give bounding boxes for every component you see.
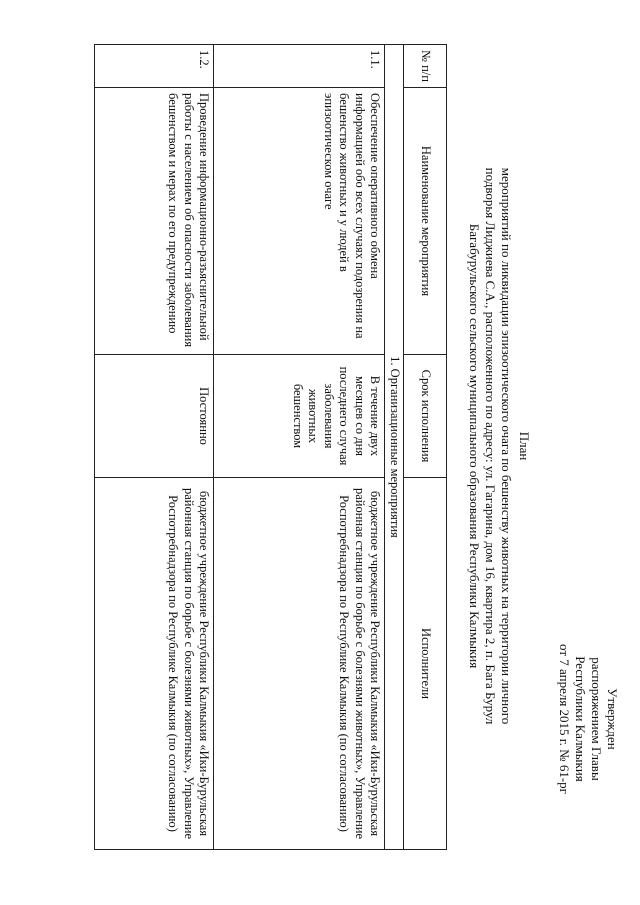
approval-line-1: Утвержден: [605, 688, 620, 750]
row-exec: бюджетное учреждение Республики Калмыкия «Ики-Бурульская районная станция по борьбе с болезнями животных», Управление Роспотребнадзора по Республике Калмыкия (по согласованию): [214, 478, 385, 850]
approval-line-2: распоряжением Главы: [589, 657, 604, 781]
document-title: [466, 44, 532, 848]
row-name: Проведение информационно-разъяснительной работы с населением об опасности заболевания бешенством и мерах по его предупреждению: [95, 88, 214, 355]
row-term: Постоянно: [95, 355, 214, 478]
title-line-2: подворья Лиджиева С.А., расположенного по адресу: ул. Гагарина, дом 16, квартира 2, п. Бага Бурул: [483, 167, 498, 725]
row-term: В течение двух месяцев со дня последнего случая заболевания животных бешенством: [214, 355, 385, 478]
header-term: Срок исполнения: [404, 355, 447, 478]
table-row: [214, 45, 385, 850]
row-num: 1.2.: [95, 45, 214, 88]
plan-table: [95, 44, 448, 850]
row-num: 1.1.: [214, 45, 385, 88]
row-name: Обеспечение оперативного обмена информацией обо всех случаях подозрения на бешенство животных и у людей в эпизоотическом очаге: [214, 88, 385, 355]
table-row: [95, 45, 214, 850]
header-exec: Исполнители: [404, 478, 447, 850]
section-row: [385, 45, 404, 850]
header-name: Наименование мероприятия: [404, 88, 447, 355]
row-exec: бюджетное учреждение Республики Калмыкия «Ики-Бурульская районная станция по борьбе с болезнями животных», Управление Роспотребнадзора по Республике Калмыкия (по согласованию): [95, 478, 214, 850]
approval-line-3: Республики Калмыкия: [573, 656, 588, 782]
title-heading: План: [517, 431, 532, 461]
approval-line-4: от 7 апреля 2015 г. № 61-рг: [557, 644, 572, 794]
title-line-3: Багабурульского сельского муниципального образования Республики Калмыкия: [467, 223, 482, 669]
title-line-1: мероприятий по ликвидации эпизоотического очага по бешенству животных на территории личного: [499, 167, 514, 725]
section-title: 1. Организационные мероприятия: [385, 45, 404, 850]
approval-stamp: [556, 589, 620, 849]
header-num: № п/п: [404, 45, 447, 88]
table-header-row: [404, 45, 447, 850]
